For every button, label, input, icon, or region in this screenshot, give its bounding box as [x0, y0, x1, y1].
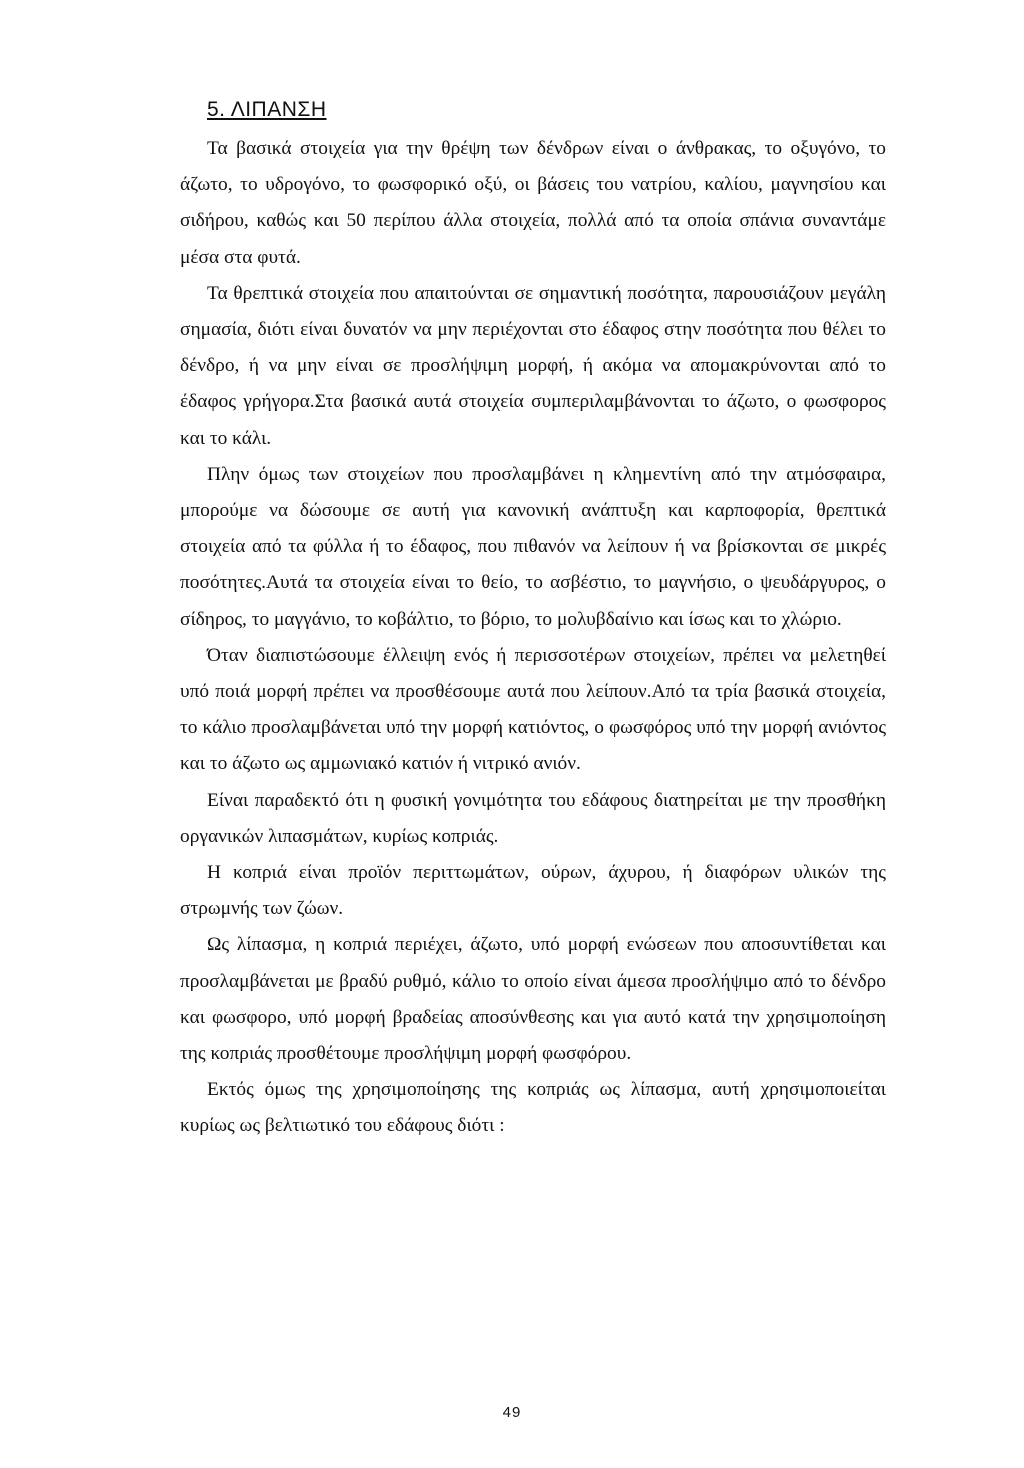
- body-text: [180, 131, 886, 1145]
- paragraph: Ως λίπασμα, η κοπριά περιέχει, άζωτο, υπό μορφή ενώσεων που αποσυντίθεται και προσλαμβάνεται με βραδύ ρυθμό, κάλιο το οποίο είναι άμεσα προσλήψιμο από το δένδρο και φωσφορο, υπό μορφή βραδείας αποσύνθεσης και για αυτό κατά την χρησιμοποίηση της κοπριάς προσθέτουμε προσλήψιμη μορφή φωσφόρου.: [180, 934, 886, 1065]
- paragraph: Πλην όμως των στοιχείων που προσλαμβάνει η κλημεντίνη από την ατμόσφαιρα, μπορούμε να δώσουμε σε αυτή για κανονική ανάπτυξη και καρποφορία, θρεπτικά στοιχεία από τα φύλλα ή το έδαφος, που πιθανόν να λείπουν ή να βρίσκονται σε μικρές ποσότητες.Αυτά τα στοιχεία είναι το θείο, το ασβέστιο, το μαγνήσιο, ο ψευδάργυρος, ο σίδηρος, το μαγγάνιο, το κοβάλτιο, το βόριο, το μολυβδαίνιο και ίσως και το χλώριο.: [180, 463, 886, 630]
- paragraph: Τα βασικά στοιχεία για την θρέψη των δένδρων είναι ο άνθρακας, το οξυγόνο, το άζωτο, το υδρογόνο, το φωσφορικό οξύ, οι βάσεις του νατρίου, καλίου, μαγνησίου και σιδήρου, καθώς και 50 περίπου άλλα στοιχεία, πολλά από τα οποία σπάνια συναντάμε μέσα στα φυτά.: [180, 138, 886, 268]
- section-title: 5. ΛΙΠΑΝΣΗ: [207, 98, 327, 121]
- paragraph: Είναι παραδεκτό ότι η φυσική γονιμότητα του εδάφους διατηρείται με την προσθήκη οργανικών λιπασμάτων, κυρίως κοπριάς.: [180, 789, 886, 847]
- paragraph: Η κοπριά είναι προϊόν περιττωμάτων, ούρων, άχυρου, ή διαφόρων υλικών της στρωμνής των ζώων.: [180, 862, 886, 920]
- paragraph: Όταν διαπιστώσουμε έλλειψη ενός ή περισσοτέρων στοιχείων, πρέπει να μελετηθεί υπό ποιά μορφή πρέπει να προσθέσουμε αυτά που λείπουν.Από τα τρία βασικά στοιχεία, το κάλιο προσλαμβάνεται υπό την μορφή κατιόντος, ο φωσφόρος υπό την μορφή ανιόντος και το άζωτο ως αμμωνιακό κατιόν ή νιτρικό ανιόν.: [180, 644, 886, 775]
- paragraph: Τα θρεπτικά στοιχεία που απαιτούνται σε σημαντική ποσότητα, παρουσιάζουν μεγάλη σημασία, διότι είναι δυνατόν να μην περιέχονται στο έδαφος στην ποσότητα που θέλει το δένδρο, ή να μην είναι σε προσλήψιμη μορφή, ή ακόμα να απομακρύνονται από το έδαφος γρήγορα.Στα βασικά αυτά στοιχεία συμπεριλαμβάνονται το άζωτο, ο φωσφορος και το κάλι.: [180, 282, 886, 449]
- paragraph: Εκτός όμως της χρησιμοποίησης της κοπριάς ως λίπασμα, αυτή χρησιμοποιείται κυρίως ως βελτιωτικό του εδάφους διότι :: [180, 1079, 886, 1137]
- page-number: 49: [502, 1404, 522, 1421]
